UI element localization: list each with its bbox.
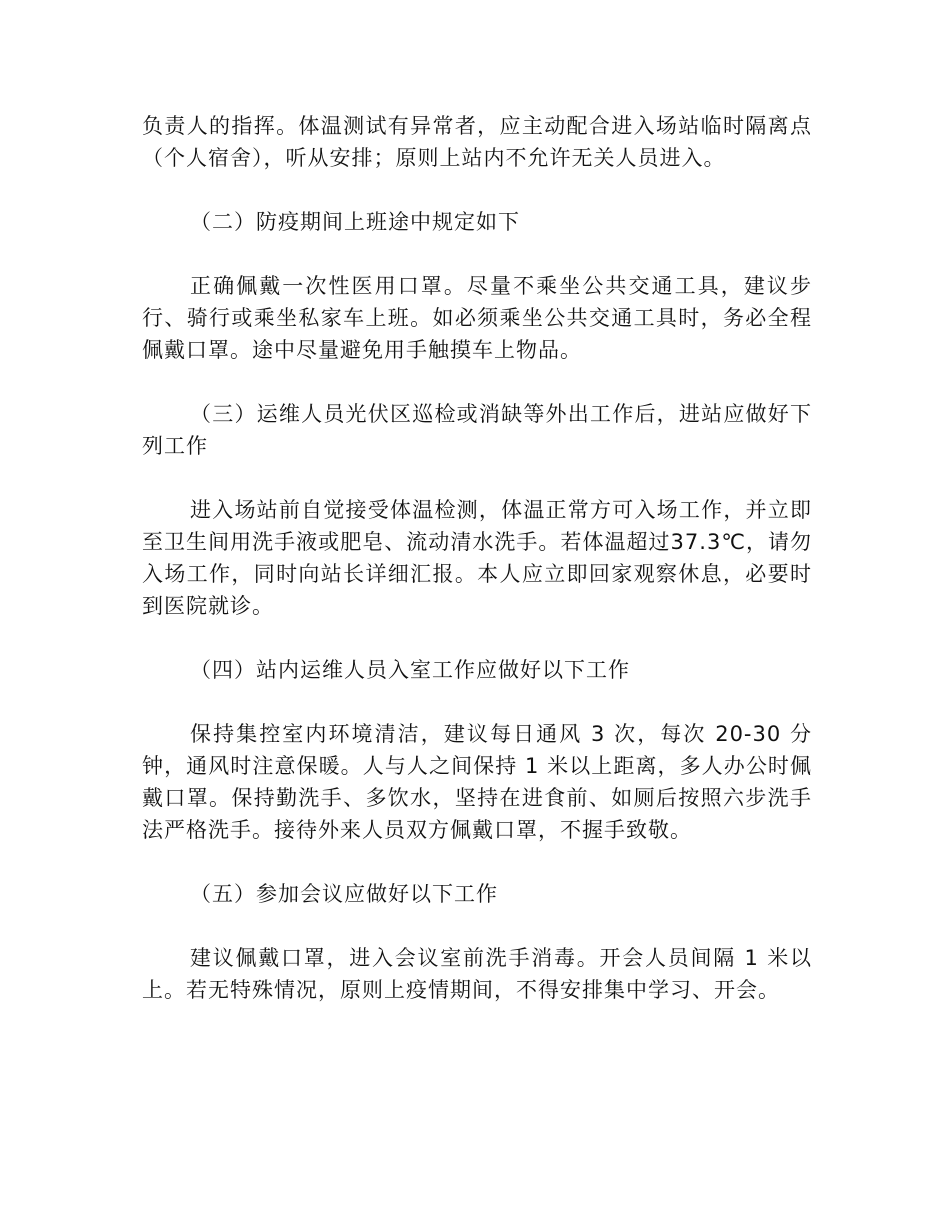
paragraph-continuation: 负责人的指挥。体温测试有异常者，应主动配合进入场站临时隔离点（个人宿舍），听从安排；原则上站内不允许无关人员进入。 <box>142 114 812 170</box>
section-heading-3: （三）运维人员光伏区巡检或消缺等外出工作后，进站应做好下列工作 <box>142 402 812 458</box>
paragraph-station-entry: 进入场站前自觉接受体温检测，体温正常方可入场工作，并立即至卫生间用洗手液或肥皂、流动清水洗手。若体温超过37.3℃，请勿入场工作，同时向站长详细汇报。本人应立即回家观察休息，必要时到医院就诊。 <box>142 498 812 618</box>
paragraph-indoor-work: 保持集控室内环境清洁，建议每日通风 3 次，每次 20-30 分钟，通风时注意保暖。人与人之间保持 1 米以上距离，多人办公时佩戴口罩。保持勤洗手、多饮水，坚持在进食前、如厕后按照六步洗手法严格洗手。接待外来人员双方佩戴口罩，不握手致敬。 <box>142 722 812 842</box>
section-heading-5: （五）参加会议应做好以下工作 <box>190 882 498 906</box>
section-heading-4: （四）站内运维人员入室工作应做好以下工作 <box>190 658 630 682</box>
paragraph-commute: 正确佩戴一次性医用口罩。尽量不乘坐公共交通工具，建议步行、骑行或乘坐私家车上班。如必须乘坐公共交通工具时，务必全程佩戴口罩。途中尽量避免用手触摸车上物品。 <box>142 274 812 362</box>
document-page <box>142 110 812 1006</box>
section-heading-2: （二）防疫期间上班途中规定如下 <box>190 210 520 234</box>
paragraph-meetings: 建议佩戴口罩，进入会议室前洗手消毒。开会人员间隔 1 米以上。若无特殊情况，原则上疫情期间，不得安排集中学习、开会。 <box>142 946 812 1002</box>
